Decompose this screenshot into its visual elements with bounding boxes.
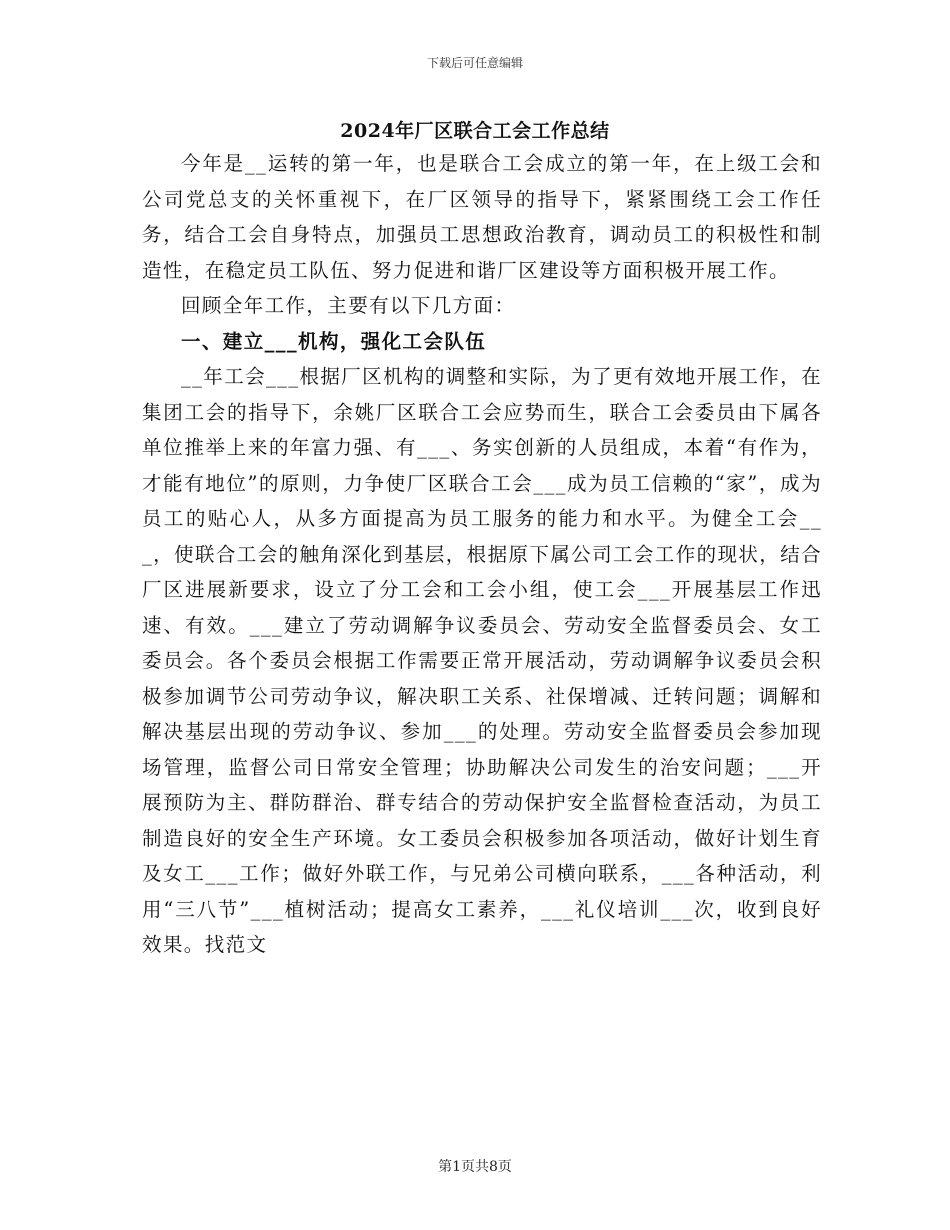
page-header-note: 下载后可任意编辑 bbox=[426, 56, 523, 70]
paragraph-intro: 今年是__运转的第一年，也是联合工会成立的第一年，在上级工会和公司党总支的关怀重视下，在厂区领导的指导下，紧紧围绕工会工作任务，结合工会自身特点，加强员工思想政治教育，调动员工的积极性和制造性，在稳定员工队伍、努力促进和谐厂区建设等方面积极开展工作。 bbox=[142, 152, 822, 282]
paragraph-review: 回顾全年工作，主要有以下几方面： bbox=[181, 294, 516, 317]
paragraph-section1: __年工会___根据厂区机构的调整和实际，为了更有效地开展工作，在集团工会的指导下，余姚厂区联合工会应势而生，联合工会委员由下属各单位推举上来的年富力强、有___、务实创新的人员组成，本着“有作为，才能有地位”的原则，力争使厂区联合工会___成为员工信赖的“家”，成为员工的贴心人，从多方面提高为员工服务的能力和水平。为健全工会___，使联合工会的触角深化到基层，根据原下属公司工会工作的现状，结合厂区进展新要求，设立了分工会和工会小组，使工会___开展基层工作迅速、有效。___建立了劳动调解争议委员会、劳动安全监督委员会、女工委员会。各个委员会根据工作需要正常开展活动，劳动调解争议委员会积极参加调节公司劳动争议，解决职工关系、社保增减、迁转问题；调解和解决基层出现的劳动争议、参加___的处理。劳动安全监督委员会参加现场管理，监督公司日常安全管理；协助解决公司发生的治安问题；___开展预防为主、群防群治、群专结合的劳动保护安全监督检查活动，为员工制造良好的安全生产环境。女工委员会积极参加各项活动，做好计划生育及女工___工作；做好外联工作，与兄弟公司横向联系，___各种活动，利用“三八节”___植树活动；提高女工素养，___礼仪培训___次，收到良好效果。找范文 bbox=[142, 365, 822, 956]
section-heading-1: 一、建立___机构，强化工会队伍 bbox=[181, 329, 487, 353]
document-title: 2024年厂区联合工会工作总结 bbox=[340, 120, 610, 142]
document-body bbox=[142, 146, 822, 963]
page-number-footer: 第1页共8页 bbox=[438, 1159, 512, 1175]
